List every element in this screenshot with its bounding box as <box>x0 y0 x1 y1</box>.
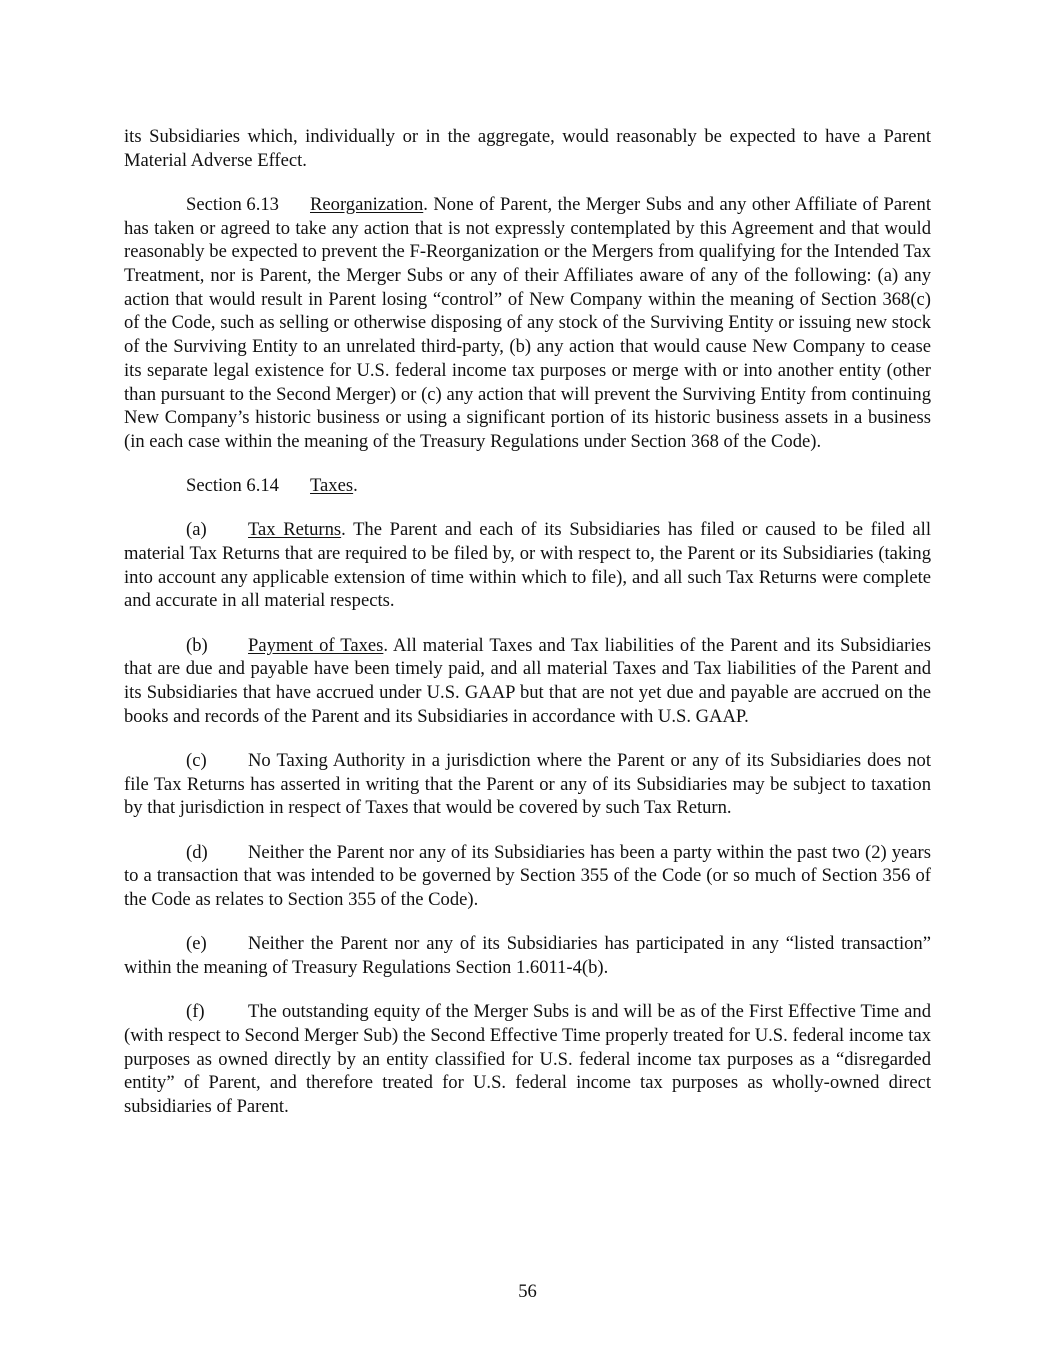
item-a-body: . The Parent and each of its Subsidiaries has filed or caused to be filed all material Tax Returns that are required to be filed by, or with respect to, the Parent or its Subsidiaries (taking into account any applicable extension of time within which to file), and all such Tax Returns were complete and accurate in all material respects. <box>124 519 931 612</box>
item-d-body: Neither the Parent nor any of its Subsidiaries has been a party within the past two (2) years to a transaction that was intended to be governed by Section 355 of the Code (or so much of Section 356 of the Code as relates to Section 355 of the Code). <box>124 841 931 910</box>
section-6-14-title-suffix: . <box>353 475 358 497</box>
item-b-paragraph <box>124 634 931 729</box>
item-c-label: (c) <box>186 749 207 771</box>
item-f-body: The outstanding equity of the Merger Subs is and will be as of the First Effective Time and (with respect to Second Merger Sub) the Second Effective Time properly treated for U.S. federal income tax purposes as owned directly by an entity classified for U.S. federal income tax purposes as a “disregarded entity” of Parent, and therefore treated for U.S. federal income tax purposes as wholly-owned direct subsidiaries of Parent. <box>124 1001 931 1117</box>
document-page <box>124 125 931 1139</box>
intro-paragraph: its Subsidiaries which, individually or in the aggregate, would reasonably be expected to have a Parent Material Adverse Effect. <box>124 126 931 171</box>
item-e-paragraph <box>124 932 931 979</box>
section-6-13-number: Section 6.13 <box>186 193 279 215</box>
item-a-label: (a) <box>186 519 207 541</box>
item-f-label: (f) <box>186 1001 205 1023</box>
item-c-body: No Taxing Authority in a jurisdiction where the Parent or any of its Subsidiaries does not file Tax Returns has asserted in writing that the Parent or any of its Subsidiaries may be subject to taxation by that jurisdiction in respect of Taxes that would be covered by such Tax Return. <box>124 749 931 819</box>
section-6-14-heading <box>124 474 931 498</box>
section-6-14-title: Taxes <box>310 475 354 497</box>
item-a-heading: Tax Returns <box>248 519 342 541</box>
item-d-label: (d) <box>186 841 208 863</box>
page-number: 56 <box>518 1281 537 1302</box>
item-f-paragraph <box>124 1000 931 1119</box>
section-6-13-body: . None of Parent, the Merger Subs and any other Affiliate of Parent has taken or agreed to take any action that is not expressly contemplated by this Agreement and that would reasonably be expected to prevent the F-Reorganization or the Mergers from qualifying for the Intended Tax Treatment, nor is Parent, the Merger Subs or any of their Affiliates aware of any of the following: (a) any action that would result in Parent losing “control” of New Company within the meaning of Section 368(c) of the Code, such as selling or otherwise disposing of any stock of the Surviving Entity or issuing new stock of the Surviving Entity to an unrelated third-party, (b) any action that would cause New Company to cease its separate legal existence for U.S. federal income tax purposes or merge with or into another entity (other than pursuant to the Second Merger) or (c) any action that will prevent the Surviving Entity from continuing New Company’s historic business or using a significant portion of its historic business assets in a business (in each case within the meaning of the Treasury Regulations under Section 368 of the Code). <box>124 193 931 452</box>
item-e-body: Neither the Parent nor any of its Subsidiaries has participated in any “listed transaction” within the meaning of Treasury Regulations Section 1.6011-4(b). <box>124 933 931 978</box>
item-a-paragraph <box>124 518 931 613</box>
item-b-body: . All material Taxes and Tax liabilities of the Parent and its Subsidiaries that are due and payable have been timely paid, and all material Taxes and Tax liabilities of the Parent and its Subsidiaries that have accrued under U.S. GAAP but that are not yet due and payable are accrued on the books and records of the Parent and its Subsidiaries in accordance with U.S. GAAP. <box>124 634 931 727</box>
item-c-paragraph <box>124 749 931 820</box>
item-d-paragraph <box>124 841 931 912</box>
section-6-14-number: Section 6.14 <box>186 475 279 497</box>
item-b-heading: Payment of Taxes <box>248 634 384 656</box>
section-6-13-paragraph <box>124 193 931 454</box>
item-b-label: (b) <box>186 634 208 656</box>
item-e-label: (e) <box>186 933 207 955</box>
section-6-13-title: Reorganization <box>310 193 424 215</box>
